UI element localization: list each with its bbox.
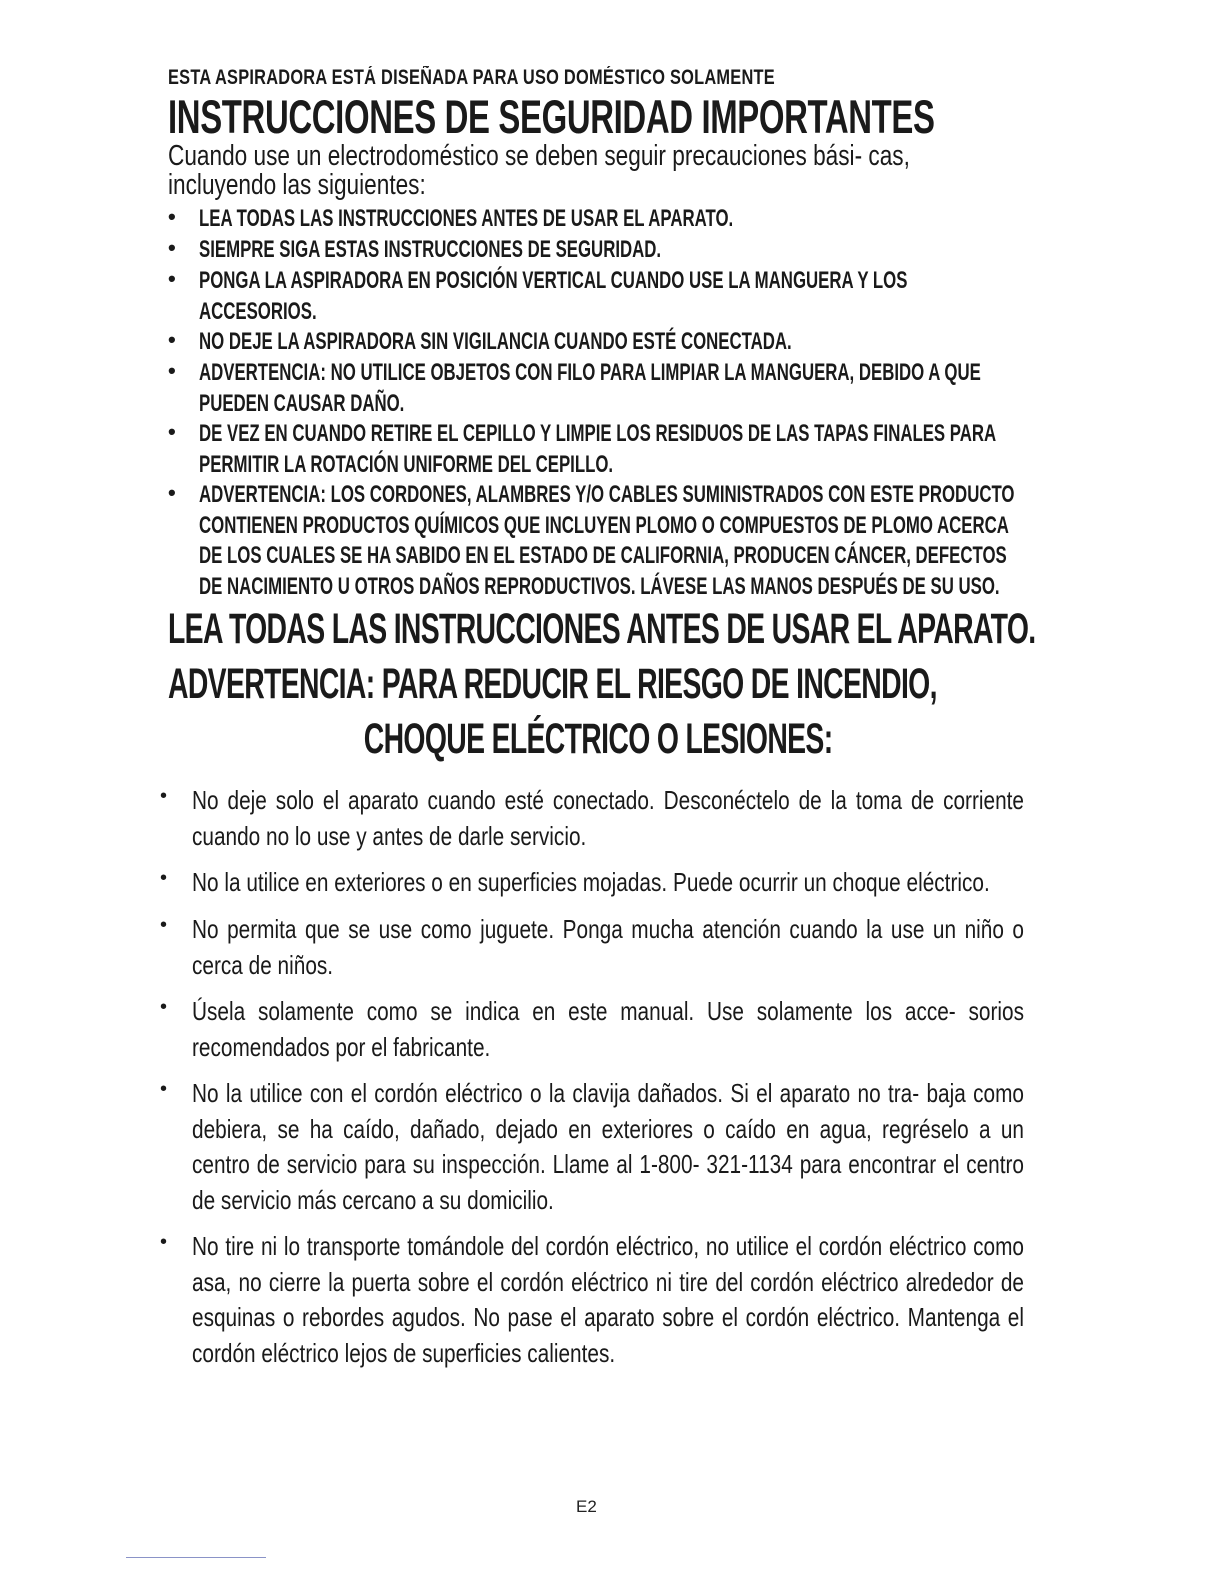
bold-safety-list	[168, 204, 1028, 602]
list-item-text: Úsela solamente como se indica en este manual. Use solamente los acce- sorios recomendados por el fabricante.	[192, 996, 1024, 1062]
document-page	[160, 66, 1036, 1382]
domestic-use-notice: ESTA ASPIRADORA ESTÁ DISEÑADA PARA USO DOMÉSTICO SOLAMENTE	[168, 66, 775, 89]
list-item-text: NO DEJE LA ASPIRADORA SIN VIGILANCIA CUANDO ESTÉ CONECTADA.	[199, 328, 792, 355]
list-item-text: No tire ni lo transporte tomándole del cordón eléctrico, no utilice el cordón eléctrico como asa, no cierre la puerta sobre el cordón eléctrico ni tire del cordón eléctrico alrededor de esquinas o rebordes agudos. No pase el aparato sobre el cordón eléctrico. Mantenga el cordón eléctrico lejos de superficies calientes.	[192, 1231, 1024, 1368]
list-item	[168, 358, 1028, 419]
bullet-icon: •	[168, 419, 176, 444]
list-item-text: ADVERTENCIA: NO UTILICE OBJETOS CON FILO PARA LIMPIAR LA MANGUERA, DEBIDO A QUE PUEDEN CAUSAR DAÑO.	[199, 359, 981, 417]
list-item	[168, 235, 1028, 266]
list-item	[168, 204, 1028, 235]
warning-heading-line-2	[168, 712, 1028, 767]
bullet-icon: •	[160, 914, 168, 936]
list-item-text: SIEMPRE SIGA ESTAS INSTRUCCIONES DE SEGURIDAD.	[199, 236, 662, 263]
list-item	[168, 480, 1028, 602]
list-item-text: No la utilice con el cordón eléctrico o la clavija dañados. Si el aparato no tra- baja como debiera, se ha caído, dañado, dejado en exteriores o caído en agua, regréselo a un centro de servicio para su inspección. Llame al 1-800- 321-1134 para encontrar el centro de servicio más cercano a su domicilio.	[192, 1078, 1024, 1215]
bullet-icon: •	[168, 235, 176, 260]
bullet-icon: •	[160, 996, 168, 1018]
list-item	[160, 994, 1028, 1065]
list-item-text: No la utilice en exteriores o en superficies mojadas. Puede ocurrir un choque eléctrico.	[192, 867, 990, 897]
list-item	[168, 419, 1028, 480]
list-item	[160, 865, 1028, 901]
page-number: E2	[576, 1497, 597, 1516]
main-title: INSTRUCCIONES DE SEGURIDAD IMPORTANTES	[168, 90, 935, 143]
list-item	[160, 912, 1028, 983]
list-item	[168, 266, 1028, 327]
list-item	[168, 327, 1028, 358]
bullet-icon: •	[168, 266, 176, 291]
decorative-rule	[126, 1557, 266, 1558]
bullet-icon: •	[160, 785, 168, 807]
list-item-text: DE VEZ EN CUANDO RETIRE EL CEPILLO Y LIMPIE LOS RESIDUOS DE LAS TAPAS FINALES PARA PERMITIR LA ROTACIÓN UNIFORME DEL CEPILLO.	[199, 420, 996, 478]
bullet-icon: •	[168, 358, 176, 383]
bullet-icon: •	[168, 327, 176, 352]
list-item	[160, 1229, 1028, 1371]
list-item-text: PONGA LA ASPIRADORA EN POSICIÓN VERTICAL CUANDO USE LA MANGUERA Y LOS ACCESORIOS.	[199, 267, 908, 325]
warning-list	[160, 783, 1028, 1371]
list-item-text: No permita que se use como juguete. Ponga mucha atención cuando la use un niño o cerca de niños.	[192, 914, 1024, 980]
intro-text: Cuando use un electrodoméstico se deben seguir precauciones bási- cas, incluyendo las siguientes:	[168, 140, 910, 201]
bullet-icon: •	[168, 480, 176, 505]
warning-heading-line-2-text: CHOQUE ELÉCTRICO O LESIONES:	[363, 715, 833, 763]
read-all-heading: LEA TODAS LAS INSTRUCCIONES ANTES DE USAR EL APARATO.	[168, 605, 1036, 653]
list-item	[160, 783, 1028, 854]
list-item-text: ADVERTENCIA: LOS CORDONES, ALAMBRES Y/O CABLES SUMINISTRADOS CON ESTE PRODUCTO CONTIENEN PRODUCTOS QUÍMICOS QUE INCLUYEN PLOMO O COMPUESTOS DE PLOMO ACERCA DE LOS CUALES SE HA SABIDO EN EL ESTADO DE CALIFORNIA, PRODUCEN CÁNCER, DEFECTOS DE NACIMIENTO U OTROS DAÑOS REPRODUCTIVOS. LÁVESE LAS MANOS DESPUÉS DE SU USO.	[199, 481, 1015, 600]
list-item-text: LEA TODAS LAS INSTRUCCIONES ANTES DE USAR EL APARATO.	[199, 205, 734, 232]
warning-heading-line-1: ADVERTENCIA: PARA REDUCIR EL RIESGO DE INCENDIO,	[168, 660, 937, 708]
bullet-icon: •	[168, 204, 176, 229]
list-item	[160, 1076, 1028, 1218]
bullet-icon: •	[160, 1231, 168, 1253]
bullet-icon: •	[160, 867, 168, 889]
list-item-text: No deje solo el aparato cuando esté conectado. Desconéctelo de la toma de corriente cuando no lo use y antes de darle servicio.	[192, 785, 1024, 851]
bullet-icon: •	[160, 1078, 168, 1100]
